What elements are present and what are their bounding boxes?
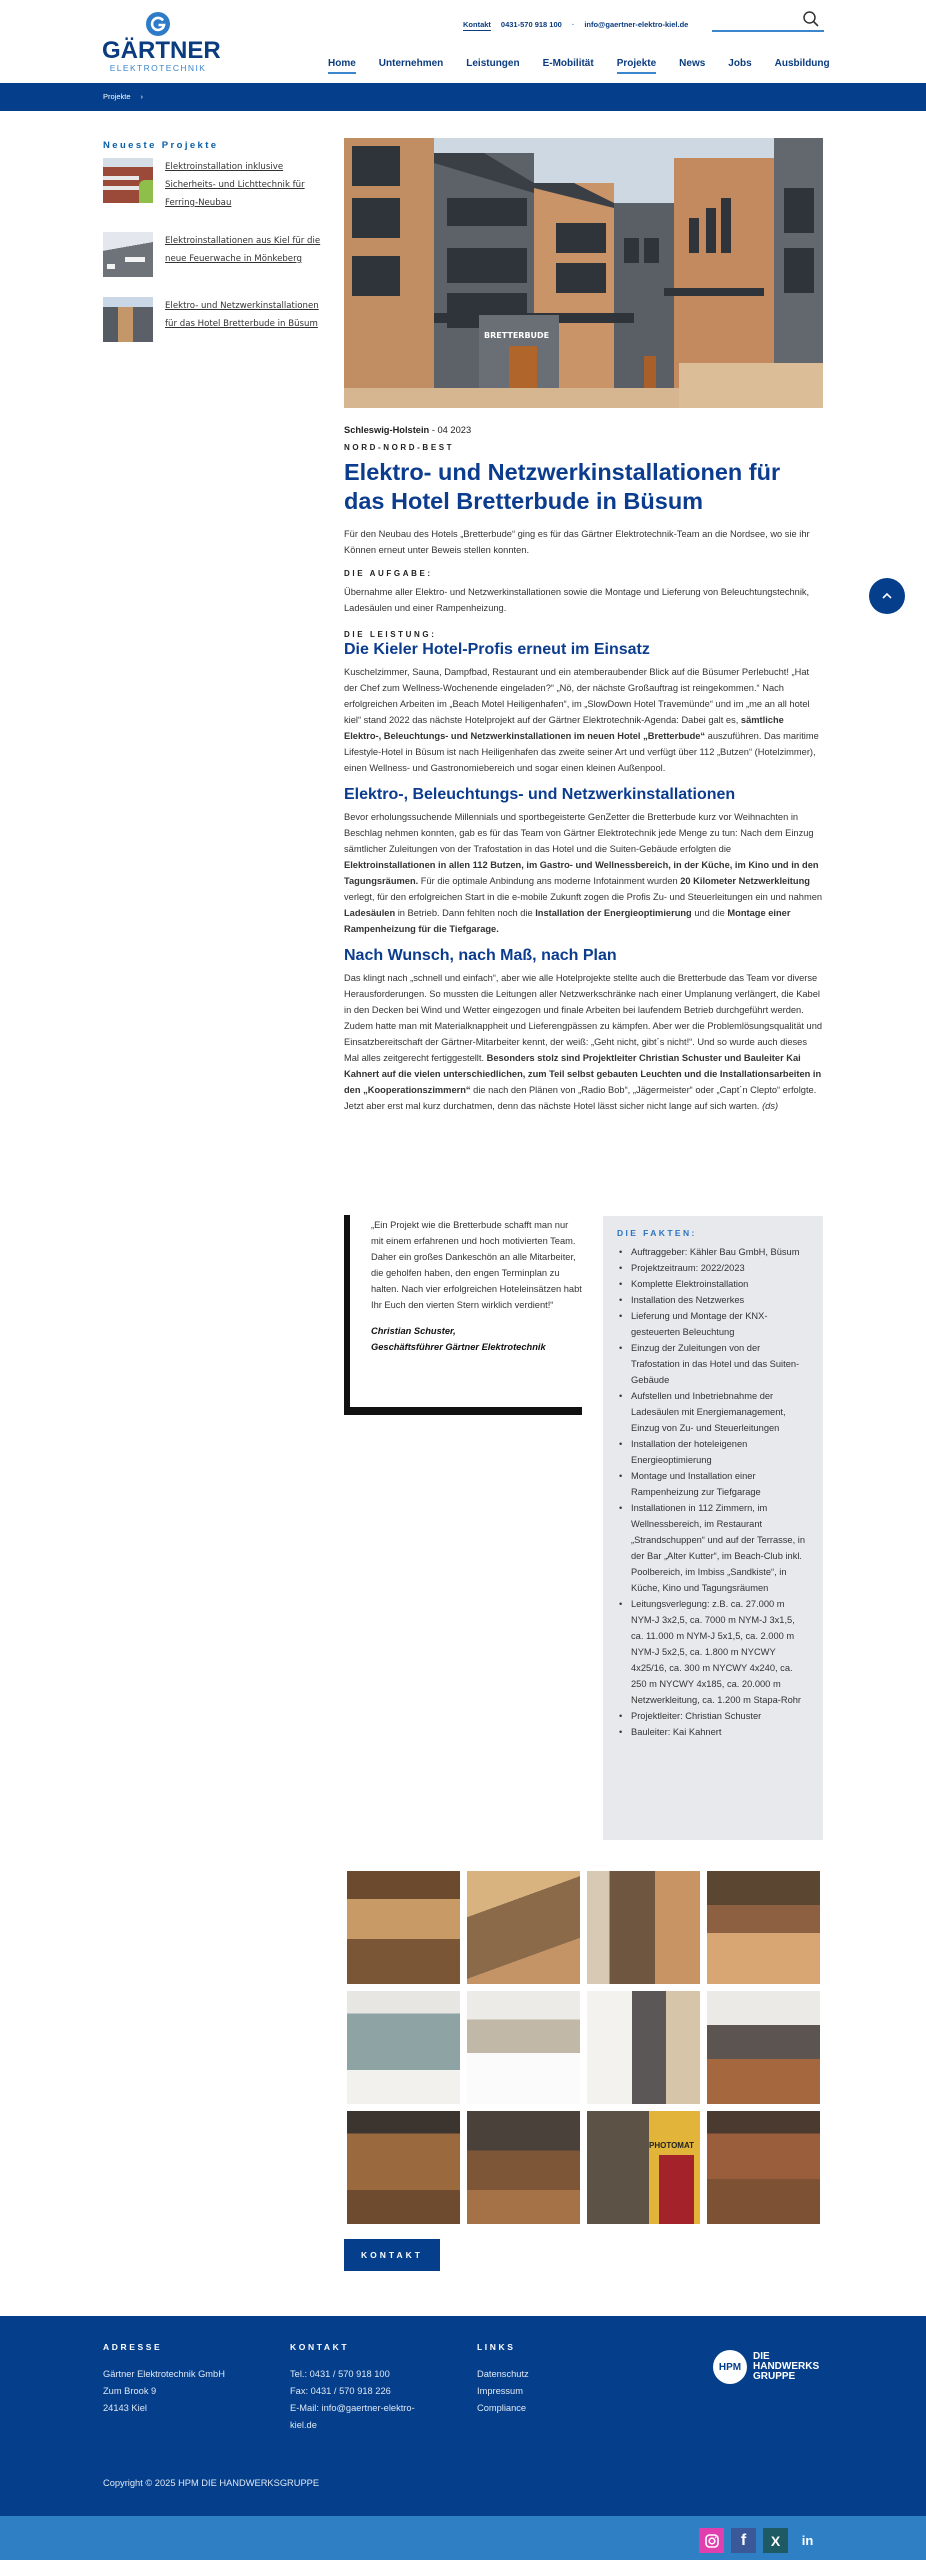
hpm-text-line: DIE (753, 2351, 770, 2362)
phone-link[interactable]: 0431-570 918 100 (500, 20, 562, 29)
section-heading: Elektro-, Beleuchtungs- und Netzwerkinstallationen (344, 786, 736, 803)
footer-link-compliance[interactable]: Compliance (477, 2403, 527, 2413)
gallery-image[interactable] (467, 1871, 580, 1984)
logo-g-icon (146, 12, 170, 36)
gallery-image[interactable] (587, 1871, 700, 1984)
text: Das klingt nach „schnell und einfach“, aber wie alle Hotelprojekte stellte auch die Bretterbude das Team vor diverse Herausforderungen. So mussten die Leitungen aller Netzwerkschränke nach einer Umplanung verlängert, die Kabel in den Decken bei Wind und Wetter eingezogen und finale Arbeiten bei laufendem Betrieb durchgeführt werden. Zudem hatte man mit Materialknappheit und Lieferengpässen zu kämpfen. Aber wer die Problemlösungsqualität und Einsatzbereitschaft der Gärtner-Mitarbeiter kennt, der weiß: „Geht nicht, gibt´s nicht!“. Und so wurde auch dieses Mal alles zeitgerecht fertiggestellt. (344, 973, 823, 1063)
social-bar (0, 2516, 926, 2560)
footer-email[interactable]: E-Mail: info@gaertner-elektro-kiel.de (290, 2403, 415, 2430)
site-footer (0, 2316, 926, 2516)
article-intro: Für den Neubau des Hotels „Bretterbude“ ging es für das Gärtner Elektrotechnik-Team an die Nordsee, wo sie ihr Können erneut unter Beweis stellen konnten. (344, 529, 810, 555)
footer-link-datenschutz[interactable]: Datenschutz (477, 2369, 529, 2379)
text-bold: sämtliche Elektro-, Beleuchtungs- und Netzwerkinstallationen im neuen Hotel „Bretterbude“ (344, 715, 784, 741)
author-role: Geschäftsführer Gärtner Elektrotechnik (371, 1342, 546, 1352)
fact-item: • Bauleiter: Kai Kahnert (617, 1724, 809, 1740)
fact-item: • Projektleiter: Christian Schuster (617, 1708, 809, 1724)
nav-home[interactable]: Home (328, 58, 356, 69)
text-bold: Montage einer Rampenheizung für die Tiefgarage. (344, 908, 791, 934)
sidebar-item-link[interactable]: Elektroinstallation inklusive Sicherheits- und Lichttechnik für Ferring-Neubau (165, 162, 305, 208)
footer-phone[interactable]: Tel.: 0431 / 570 918 100 (290, 2369, 390, 2379)
text: die nach den Plänen von „Radio Bob“, „Jägermeister“ oder „Capt´n Clepto“ erfolgte. Jetzt aber erst mal kurz durchatmen, denn das nächste Hotel lässt sicher nicht lange auf sich warten. (344, 1085, 817, 1111)
hotel-facade-image (344, 138, 823, 408)
fact-item: • Projektzeitraum: 2022/2023 (617, 1260, 809, 1276)
hpm-logo[interactable] (713, 2350, 819, 2384)
nav-ausbildung[interactable]: Ausbildung (774, 58, 830, 69)
linkedin-icon[interactable]: in (795, 2528, 820, 2553)
text: auszuführen. Das maritime Lifestyle-Hotel in Büsum ist nach Heiligenhafen das zweite seiner Art und verfügt über 112 „Butzen“ (Hotelzimmer), einen Wellness- und Gastronomiebereich und sogar einen kleinen Außenpool. (344, 731, 819, 773)
hpm-text-line: HANDWERKS (753, 2361, 820, 2372)
text: Für die optimale Anbindung ans moderne Infotainment wurden (418, 876, 681, 886)
hpm-badge: HPM (713, 2350, 747, 2384)
scroll-to-top-button[interactable] (869, 578, 905, 614)
breadcrumb-bar (0, 83, 926, 111)
search-input[interactable] (712, 13, 802, 33)
nav-projekte[interactable]: Projekte (616, 58, 657, 69)
address-line: Gärtner Elektrotechnik GmbH (103, 2369, 225, 2379)
gallery-image[interactable] (707, 1871, 820, 1984)
gallery-image[interactable] (467, 2111, 580, 2224)
site-header (0, 0, 926, 82)
facts-box (603, 1216, 823, 1840)
sidebar-item[interactable] (103, 158, 328, 212)
footer-fax: Fax: 0431 / 570 918 226 (290, 2386, 391, 2396)
project-thumbnail[interactable] (103, 158, 153, 203)
photo-gallery (347, 1871, 821, 2224)
section-paragraph (344, 970, 823, 1114)
hotel-sign-text: BRETTERBUDE (484, 331, 550, 340)
sidebar-title: Neueste Projekte (103, 140, 219, 151)
text: verlegt, für den erfolgreichen Start in die e-mobile Zukunft zogen die Profis Zu- und Steuerleitungen ein und nahmen (344, 892, 823, 902)
footer-link-impressum[interactable]: Impressum (477, 2386, 523, 2396)
instagram-icon[interactable] (699, 2528, 724, 2553)
main-nav (328, 58, 830, 69)
text-bold: Besonders stolz sind Projektleiter Christian Schuster und Bauleiter Kai Kahnert auf die vielen unterschiedlichen, zum Teil selbst gebauten Leuchten und die Installationsarbeiten in den „Kooperationszimmern“ (344, 1053, 822, 1095)
task-label: DIE AUFGABE: (344, 569, 433, 578)
gallery-image[interactable] (707, 1991, 820, 2104)
article-kicker: NORD-NORD-BEST (344, 443, 455, 452)
facebook-icon[interactable]: f (731, 2528, 756, 2553)
email-link[interactable]: info@gaertner-elektro-kiel.de (584, 20, 689, 29)
quote-box (344, 1215, 582, 1415)
section-heading: Die Kieler Hotel-Profis erneut im Einsatz (344, 641, 650, 658)
logo[interactable] (102, 10, 221, 74)
sidebar-latest-projects (103, 140, 328, 362)
task-text: Übernahme aller Elektro- und Netzwerkinstallationen sowie die Montage und Lieferung von Beleuchtungstechnik, Ladesäulen und einer Rampenheizung. (344, 587, 810, 613)
gallery-image[interactable] (467, 1991, 580, 2104)
kontakt-link[interactable]: Kontakt (463, 20, 491, 29)
nav-e-mobilitaet[interactable]: E-Mobilität (542, 58, 594, 69)
hpm-text-line: GRUPPE (753, 2371, 796, 2382)
footer-contact (290, 2342, 440, 2434)
text: Bevor erholungssuchende Millennials und sportbegeisterte GenZetter die Bretterbude kurz vor Weihnachten in Beschlag nehmen konnten, gab es für das Team von Gärtner Elektrotechnik jede Menge zu tun: Nach dem Einzug sämtlicher Zuleitungen von der Trafostation in das Hotel und die Suiten-Gebäude erfolgten die (344, 812, 814, 854)
hero-image (344, 138, 823, 408)
facts-list (617, 1244, 809, 1740)
xing-icon[interactable]: X (763, 2528, 788, 2553)
text-bold: Elektroinstallationen in allen 112 Butzen, im Gastro- und Wellnessbereich, in der Küche, im Kino und in den Tagungsräumen. (344, 860, 819, 886)
section-heading: Nach Wunsch, nach Maß, nach Plan (344, 947, 617, 964)
gallery-image[interactable] (347, 1871, 460, 1984)
text: Kuschelzimmer, Sauna, Dampfbad, Restaurant und ein atemberaubender Blick auf die Büsumer Perlebucht! „Hat der Chef zum Wellness-Wochenende eingeladen?“ „Nö, der nächste Großauftrag ist reingekommen.“ Nach erfolgreichen Arbeiten im „Beach Motel Heiligenhafen“, im „SlowDown Hotel Travemünde“ und im „me an all hotel kiel“ stand 2022 das nächste Hotelprojekt auf der Gärtner Elektrotechnik-Agenda: Dabei galt es, (344, 667, 810, 725)
fact-item: • Lieferung und Montage der KNX-gesteuerten Beleuchtung (617, 1308, 809, 1340)
fact-item: • Installationen in 112 Zimmern, im Wellnessbereich, im Restaurant „Strandschuppen“ und auf der Terrasse, in der Bar „Alter Kutter“, im Beach-Club inkl. Poolbereich, im Imbiss „Sandkiste“, in Küche, Kino und Tagungsräumen (617, 1500, 809, 1596)
text-bold: 20 Kilometer Netzwerkleitung (680, 876, 810, 886)
footer-address-title: ADRESSE (103, 2342, 163, 2352)
chevron-right-icon: › (140, 92, 144, 101)
article-region: Schleswig-Holstein (344, 425, 430, 435)
fact-item: • Komplette Elektroinstallation (617, 1276, 809, 1292)
nav-leistungen[interactable]: Leistungen (466, 58, 520, 69)
photomat-sign: PHOTOMAT (649, 2141, 695, 2150)
top-contact-bar (463, 20, 688, 29)
nav-unternehmen[interactable]: Unternehmen (378, 58, 444, 69)
footer-address (103, 2342, 225, 2417)
gallery-image[interactable] (347, 2111, 460, 2224)
service-label: DIE LEISTUNG: (344, 630, 437, 639)
fact-item: • Installation des Netzwerkes (617, 1292, 809, 1308)
fact-item: • Aufstellen und Inbetriebnahme der Ladesäulen mit Energiemanagement, Einzug von Zu- und Steuerleitungen (617, 1388, 809, 1436)
footer-contact-title: KONTAKT (290, 2342, 350, 2352)
article-title: Elektro- und Netzwerkinstallationen für das Hotel Bretterbude in Büsum (344, 459, 781, 514)
address-line: Zum Brook 9 (103, 2386, 157, 2396)
hpm-text (753, 2352, 819, 2382)
article-date: - 04 2023 (429, 425, 472, 435)
fact-item: • Einzug der Zuleitungen von der Trafostation in das Hotel und das Suiten-Gebäude (617, 1340, 809, 1388)
sidebar-item-link[interactable]: Elektroinstallationen aus Kiel für die neue Feuerwache in Mönkeberg (165, 236, 321, 264)
text-bold: Ladesäulen (344, 908, 396, 918)
quote-text: „Ein Projekt wie die Bretterbude schafft man nur mit einem erfahrenen und hoch motivierten Team. Daher ein großes Dankeschön an alle Mitarbeiter, die geholfen haben, den engen Terminplan zu halten. Nach vier erfolgreichen Hoteleinsätzen habt Ihr Euch den vierten Stern wirklich verdient!“ (371, 1220, 582, 1310)
logo-subtitle: ELEKTROTECHNIK (109, 63, 207, 73)
text: in Betrieb. Dann fehlten noch die (395, 908, 536, 918)
address-line: 24143 Kiel (103, 2403, 147, 2413)
search-icon[interactable] (802, 10, 820, 28)
sidebar-item[interactable] (103, 297, 328, 342)
facts-title: DIE FAKTEN: (617, 1228, 697, 1238)
separator: · (571, 20, 575, 29)
gallery-image[interactable] (587, 1991, 700, 2104)
project-thumbnail[interactable] (103, 232, 153, 277)
footer-links (477, 2342, 529, 2417)
search-box (712, 10, 824, 32)
footer-links-title: LINKS (477, 2342, 516, 2352)
fact-item: • Montage und Installation einer Rampenheizung zur Tiefgarage (617, 1468, 809, 1500)
breadcrumb-projekte[interactable]: Projekte (103, 92, 131, 101)
fact-item: • Leitungsverlegung: z.B. ca. 27.000 m NYM-J 3x2,5, ca. 7000 m NYM-J 3x1,5, ca. 11.000 m NYM-J 5x1,5, ca. 2.000 m NYM-J 5x2,5, ca. 1.800 m NYCWY 4x25/16, ca. 300 m NYCWY 4x240, ca. 250 m NYCWY 4x185, ca. 20.000 m Netzwerkleitung, ca. 1.200 m Stapa-Rohr (617, 1596, 809, 1708)
quote-author (371, 1323, 582, 1355)
fact-item: • Installation der hoteleigenen Energieoptimierung (617, 1436, 809, 1468)
fact-item: • Auftraggeber: Kähler Bau GmbH, Büsum (617, 1244, 809, 1260)
gallery-image[interactable] (347, 1991, 460, 2104)
nav-news[interactable]: News (679, 58, 706, 69)
article-meta (344, 425, 823, 435)
article (344, 138, 823, 1114)
nav-jobs[interactable]: Jobs (728, 58, 752, 69)
sidebar-item-link[interactable]: Elektro- und Netzwerkinstallationen für das Hotel Bretterbude in Büsum (165, 301, 319, 329)
author-name: Christian Schuster, (371, 1326, 456, 1336)
copyright: Copyright © 2025 HPM DIE HANDWERKSGRUPPE (103, 2478, 320, 2488)
kontakt-button[interactable]: KONTAKT (344, 2239, 440, 2271)
logo-name: GÄRTNER (102, 37, 221, 64)
breadcrumb (103, 92, 143, 101)
text-bold: Installation der Energieoptimierung (535, 908, 692, 918)
text: und die (691, 908, 728, 918)
gallery-image[interactable] (587, 2111, 700, 2224)
chevron-up-icon (881, 592, 893, 600)
section-paragraph (344, 809, 823, 937)
sidebar-item[interactable] (103, 232, 328, 277)
gallery-image[interactable] (707, 2111, 820, 2224)
project-thumbnail[interactable] (103, 297, 153, 342)
text-italic: (ds) (762, 1101, 779, 1111)
section-paragraph (344, 664, 823, 776)
